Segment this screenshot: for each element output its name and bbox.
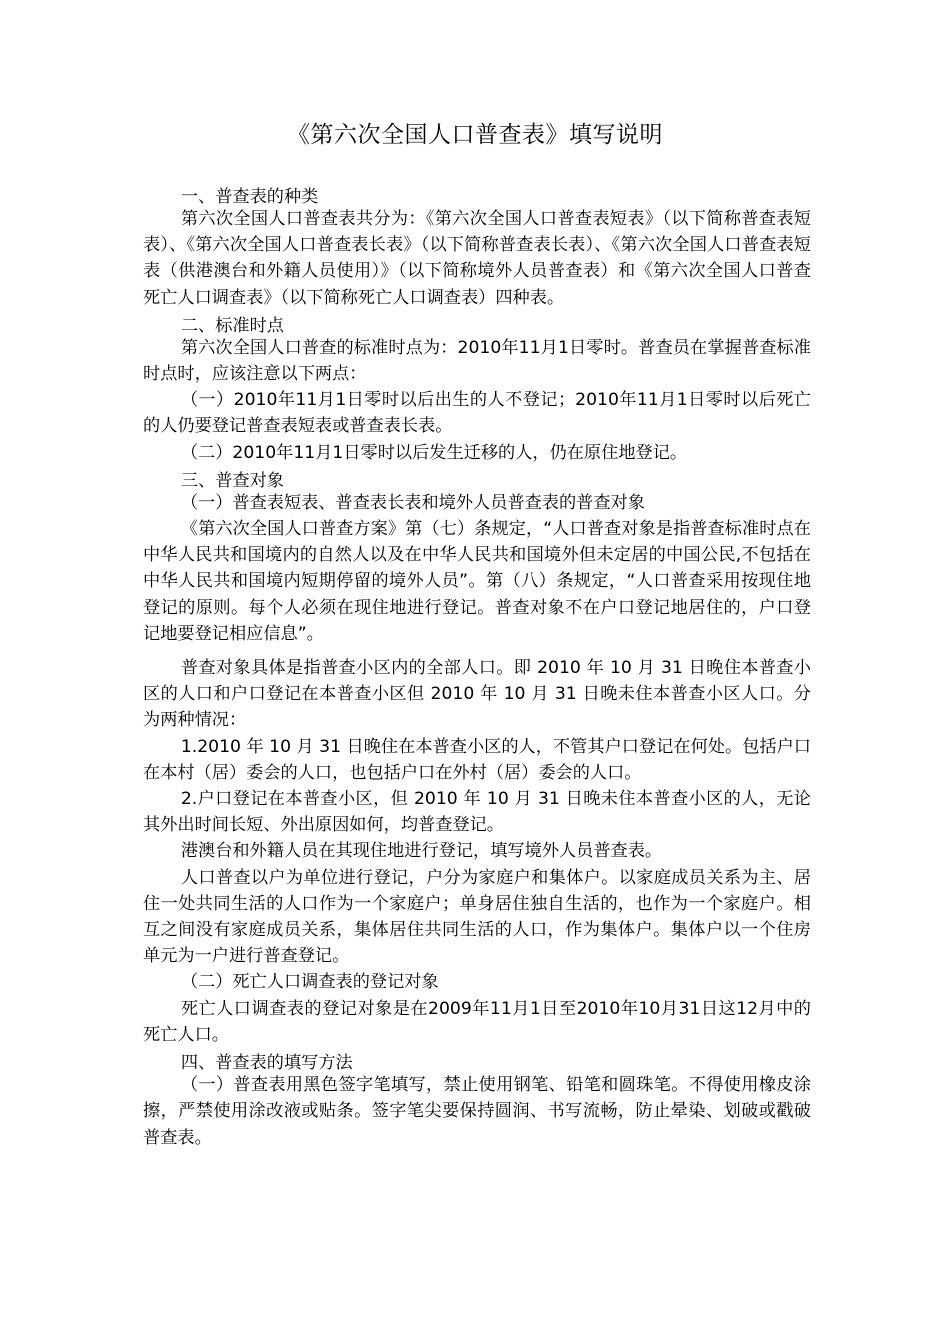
paragraph: 死亡人口调查表的登记对象是在2009年11月1日至2010年10月31日这12月中的死亡人口。 [143,998,811,1045]
paragraph: 第六次全国人口普查的标准时点为：2010年11月1日零时。普查员在掌握普查标准时点时，应该注意以下两点： [143,337,811,385]
paragraph: （一）普查表短表、普查表长表和境外人员普查表的普查对象 [180,492,645,513]
section-heading: 四、普查表的填写方法 [180,1053,353,1074]
paragraph: 人口普查以户为单位进行登记，户分为家庭户和集体户。以家庭成员关系为主、居住一处共同生活的人口作为一个家庭户；单身居住独自生活的，也作为一个家庭户。相互之间没有家庭成员关系，集体居住共同生活的人口，作为集体户。集体户以一个住房单元为一户进行普查登记。 [143,867,811,967]
paragraph: 第六次全国人口普查表共分为：《第六次全国人口普查表短表》（以下简称普查表短表）、《第六次全国人口普查表长表》（以下简称普查表长表）、《第六次全国人口普查表短表（供港澳台和外籍人员使用）》（以下简称境外人员普查表）和《第六次全国人口普查死亡人口调查表》（以下简称死亡人口调查表）四种表。 [143,209,811,308]
document-body [143,188,811,1151]
paragraph: 港澳台和外籍人员在其现住地进行登记，填写境外人员普查表。 [180,841,663,862]
paragraph: 普查对象具体是指普查小区内的全部人口。即 2010 年 10 月 31 日晚住本普查小区的人口和户口登记在本普查小区但 2010 年 10 月 31 日晚未住本普查小区人口。分为两种情况： [143,658,811,731]
document-title: 《第六次全国人口普查表》填写说明 [287,122,663,148]
paragraph: 1.2010 年 10 月 31 日晚住在本普查小区的人，不管其户口登记在何处。包括户口在本村（居）委会的人口，也包括户口在外村（居）委会的人口。 [143,736,811,783]
section-heading: 一、普查表的种类 [180,187,319,207]
paragraph: 2.户口登记在本普查小区，但 2010 年 10 月 31 日晚未住本普查小区的人，无论其外出时间长短、外出原因如何，均普查登记。 [143,789,811,836]
paragraph: （二）死亡人口调查表的登记对象 [180,972,439,993]
paragraph: 《第六次全国人口普查方案》第（七）条规定，“人口普查对象是指普查标准时点在中华人民共和国境内的自然人以及在中华人民共和国境外但未定居的中国公民,不包括在中华人民共和国境内短期停留的境外人员”。第（八）条规定，“人口普查采用按现住地登记的原则。每个人必须在现住地进行登记。普查对象不在户口登记地居住的，户口登记地要登记相应信息”。 [143,519,811,644]
paragraph: （二）2010年11月1日零时以后发生迁移的人，仍在原住地登记。 [180,442,688,463]
section-heading: 二、标准时点 [180,315,284,336]
paragraph: （一）普查表用黑色签字笔填写，禁止使用钢笔、铅笔和圆珠笔。不得使用橡皮涂擦，严禁使用涂改液或贴条。签字笔尖要保持圆润、书写流畅，防止晕染、划破或戳破普查表。 [143,1075,811,1148]
section-heading: 三、普查对象 [180,470,284,491]
paragraph: （一）2010年11月1日零时以后出生的人不登记；2010年11月1日零时以后死亡的人仍要登记普查表短表或普查表长表。 [143,390,811,437]
